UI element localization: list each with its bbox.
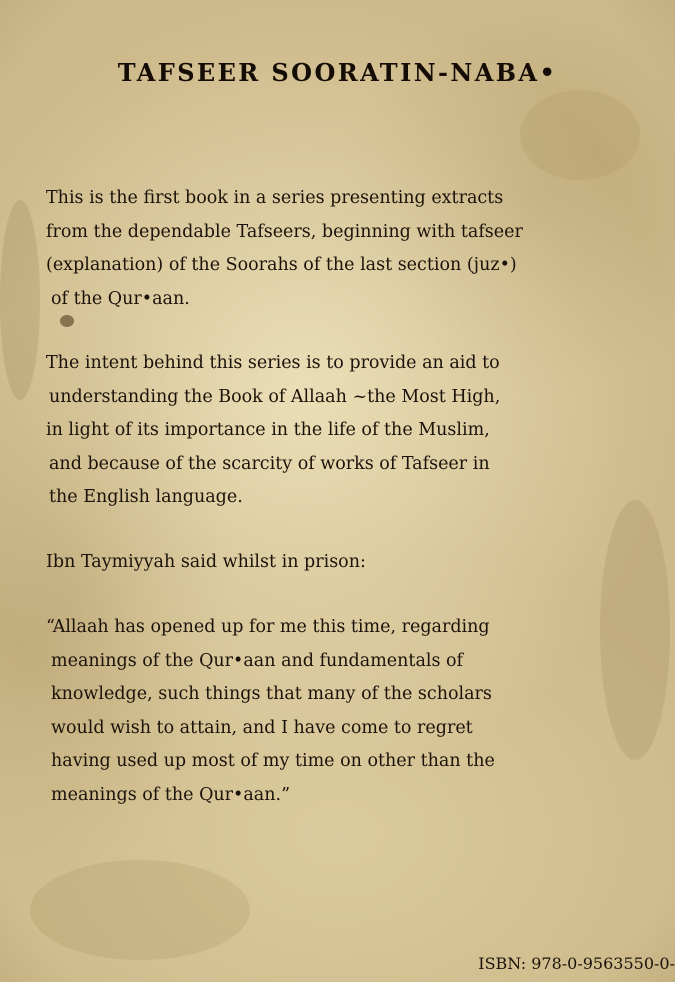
paragraph-intro	[46, 182, 646, 316]
paragraph-line: knowledge, such things that many of the scholars	[51, 684, 492, 704]
paragraph-line: of the Qur•aan.	[51, 288, 190, 309]
paragraph-line: understanding the Book of Allaah ~the Most High,	[49, 386, 501, 407]
paragraph-line: Ibn Taymiyyah said whilst in prison:	[46, 552, 366, 572]
paragraph-quote	[46, 611, 646, 812]
paragraph-line: meanings of the Qur•aan and fundamentals of	[51, 650, 464, 671]
isbn-number: ISBN: 978-0-9563550-0-	[478, 954, 675, 973]
paragraph-line: and because of the scarcity of works of Tafseer in	[49, 453, 490, 474]
paragraph-line: would wish to attain, and I have come to regret	[51, 717, 473, 738]
paragraph-quote-intro	[46, 546, 646, 580]
paragraph-line: The intent behind this series is to provide an aid to	[46, 353, 500, 373]
book-title: TAFSEER SOORATIN-NABA•	[117, 58, 558, 87]
paragraph-line: from the dependable Tafseers, beginning with tafseer	[46, 221, 523, 242]
paragraph-line: in light of its importance in the life of the Muslim,	[46, 420, 490, 440]
paragraph-line: “Allaah has opened up for me this time, regarding	[46, 617, 490, 637]
paragraph-line: (explanation) of the Soorahs of the last section (juz•)	[46, 255, 517, 275]
paragraph-line: the English language.	[49, 487, 243, 507]
paragraph-intent	[46, 347, 646, 515]
paragraph-line: having used up most of my time on other than the	[51, 751, 495, 771]
paragraph-line: meanings of the Qur•aan.”	[51, 784, 291, 805]
paragraph-line: This is the first book in a series presenting extracts	[46, 188, 504, 208]
